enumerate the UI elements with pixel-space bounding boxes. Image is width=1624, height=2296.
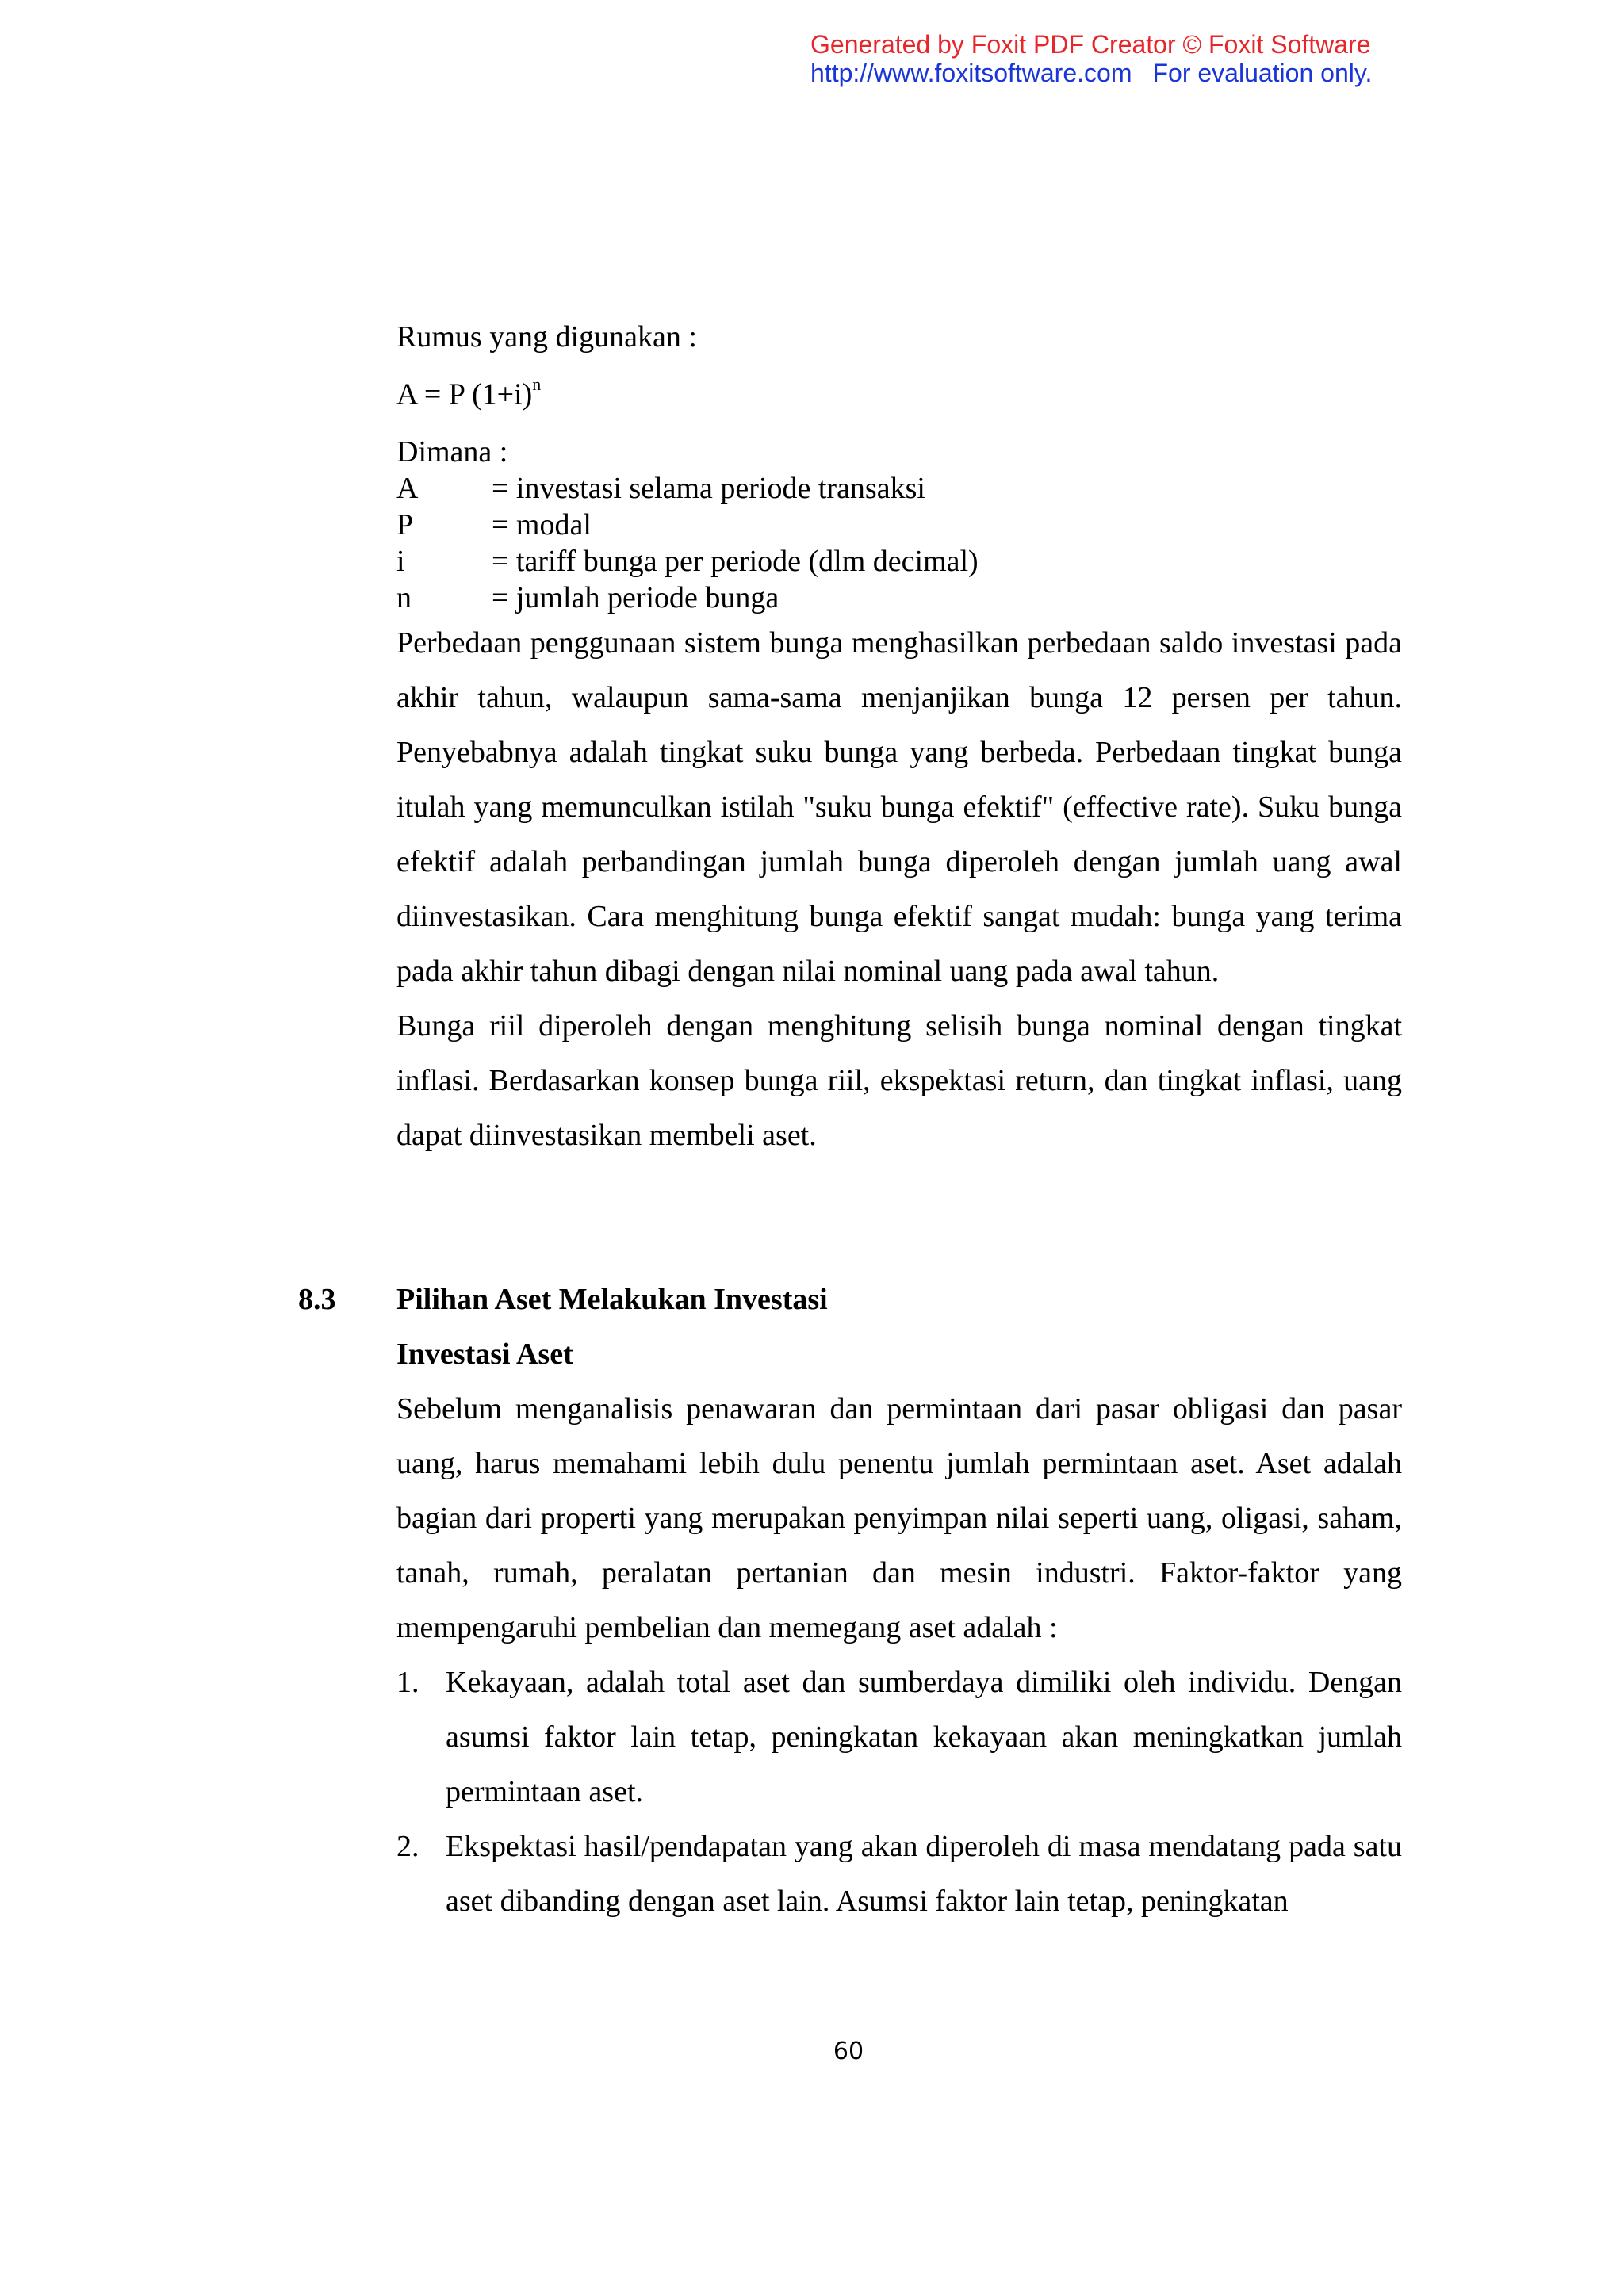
definition-row-a: [396, 470, 1402, 507]
list-item: [396, 1820, 1402, 1929]
definition-row-n: [396, 580, 1402, 616]
list-item-number: 2.: [396, 1830, 419, 1863]
formula-intro: Rumus yang digunakan :: [396, 320, 697, 354]
formula-base: A = P (1+i): [396, 377, 533, 411]
watermark-evaluation-note: For evaluation only.: [1152, 59, 1373, 87]
definition-symbol: A: [396, 471, 419, 505]
definition-row-i: [396, 543, 1402, 580]
factor-list: [396, 1655, 1402, 1929]
definition-description: = modal: [492, 507, 592, 541]
paragraph-real-interest: Bunga riil diperoleh dengan menghitung selisih bunga nominal dengan tingkat inflasi. Berdasarkan konsep bunga riil, ekspektasi return, dan tingkat inflasi, uang dapat diinvestasikan membeli aset.: [396, 1008, 1402, 1152]
paragraph-effective-rate: Perbedaan penggunaan sistem bunga menghasilkan perbedaan saldo investasi pada akhir tahun, walaupun sama-sama menjanjikan bunga 12 persen per tahun. Penyebabnya adalah tingkat suku bunga yang berbeda. Perbedaan tingkat bunga itulah yang memunculkan istilah "suku bunga efektif" (effective rate). Suku bunga efektif adalah perbandingan jumlah bunga diperoleh dengan jumlah uang awal diinvestasikan. Cara menghitung bunga efektif sangat mudah: bunga yang terima pada akhir tahun dibagi dengan nilai nominal uang pada awal tahun.: [396, 626, 1402, 988]
definition-description: = investasi selama periode transaksi: [492, 471, 925, 505]
list-item: [396, 1655, 1402, 1820]
watermark-generator-text: Generated by Foxit PDF Creator © Foxit Software: [810, 30, 1371, 59]
compound-interest-formula: [396, 369, 1402, 413]
list-item-text: Ekspektasi hasil/pendapatan yang akan diperoleh di masa mendatang pada satu aset dibanding dengan aset lain. Asumsi faktor lain tetap, peningkatan: [446, 1830, 1402, 1918]
section-intro-paragraph: Sebelum menganalisis penawaran dan permintaan dari pasar obligasi dan pasar uang, harus memahami lebih dulu penentu jumlah permintaan aset. Aset adalah bagian dari properti yang merupakan penyimpan nilai seperti uang, oligasi, saham, tanah, rumah, peralatan pertanian dan mesin industri. Faktor-faktor yang mempengaruhi pembelian dan memegang aset adalah :: [396, 1392, 1402, 1644]
variable-definitions: [396, 470, 1402, 616]
formula-and-text-block: [396, 319, 1402, 1163]
definition-description: = tariff bunga per periode (dlm decimal): [492, 544, 979, 578]
definition-symbol: P: [396, 507, 414, 541]
section-heading: [298, 1272, 1402, 1327]
list-item-text: Kekayaan, adalah total aset dan sumberdaya dimiliki oleh individu. Dengan asumsi faktor lain tetap, peningkatan kekayaan akan meningkatkan jumlah permintaan aset.: [446, 1666, 1402, 1808]
section-8-3: [298, 1272, 1402, 1929]
watermark-url-link[interactable]: http://www.foxitsoftware.com: [810, 59, 1132, 87]
section-number: 8.3: [298, 1283, 336, 1316]
list-item-number: 1.: [396, 1666, 419, 1699]
definitions-heading: Dimana :: [396, 434, 508, 469]
definition-row-p: [396, 507, 1402, 543]
definition-symbol: n: [396, 580, 412, 614]
definition-symbol: i: [396, 544, 405, 578]
evaluation-watermark: [810, 30, 1603, 87]
watermark-url-line: [810, 59, 1603, 87]
page-number: 60: [833, 2038, 864, 2065]
formula-exponent: n: [532, 374, 542, 394]
section-title: Pilihan Aset Melakukan Investasi: [396, 1283, 828, 1316]
section-body: [396, 1382, 1402, 1929]
subsection-title: Investasi Aset: [396, 1337, 573, 1371]
definition-description: = jumlah periode bunga: [492, 580, 779, 614]
